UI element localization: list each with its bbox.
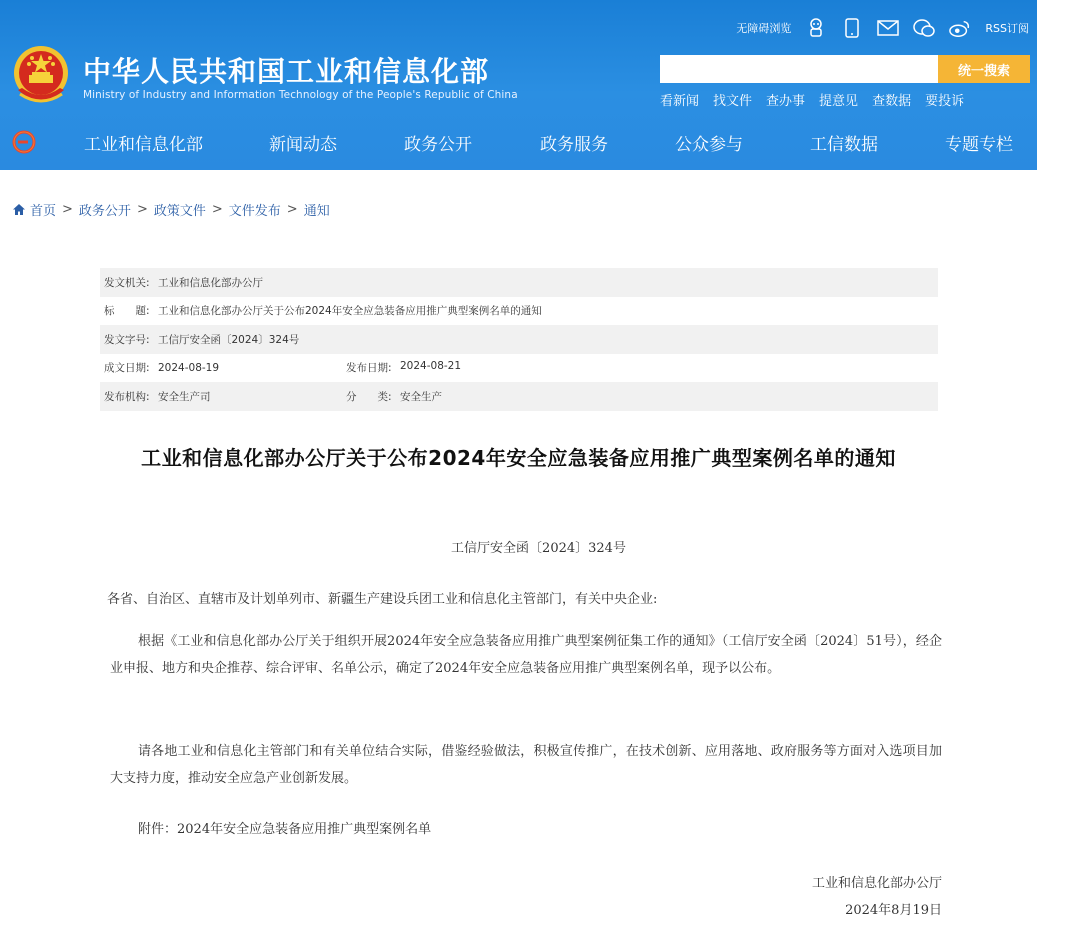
- nav-item-open-gov[interactable]: 政务公开: [404, 135, 472, 155]
- article-salutation: 各省、自治区、直辖市及计划单列市、新疆生产建设兵团工业和信息化主管部门，有关中央企业:: [107, 592, 658, 607]
- article-signer: 工业和信息化部办公厅: [811, 876, 942, 891]
- mobile-icon[interactable]: [841, 17, 863, 39]
- quicklink-news[interactable]: 看新闻: [660, 94, 700, 109]
- weibo-icon[interactable]: [949, 17, 971, 39]
- meta-label: 发文字号:: [104, 333, 150, 346]
- quicklink-services[interactable]: 查办事: [766, 94, 806, 109]
- nav-item-news[interactable]: 新闻动态: [269, 135, 337, 155]
- article-paragraph-1: 根据《工业和信息化部办公厅关于组织开展2024年安全应急装备应用推广典型案例征集工作的通知》（工信厅安全函〔2024〕51号），经企业申报、地方和央企推荐、综合评审、名单公示，确定了2024年安全应急装备应用推广典型案例名单，现予以公布。: [110, 634, 942, 676]
- ministry-name-en: Ministry of Industry and Information Technology of the People's Republic of China: [83, 89, 518, 101]
- meta-label: 发布机构:: [104, 390, 150, 403]
- nav-item-participation[interactable]: 公众参与: [675, 135, 743, 155]
- search-button[interactable]: 统一搜索: [938, 55, 1030, 83]
- meta-label: 分 类:: [346, 390, 392, 403]
- search-bar: [660, 55, 1030, 83]
- breadcrumb-notice[interactable]: 通知: [303, 204, 330, 219]
- breadcrumb-separator: >: [286, 202, 298, 217]
- meta-label: 标 题:: [104, 305, 150, 318]
- national-emblem-icon[interactable]: [12, 44, 70, 106]
- article-title: 工业和信息化部办公厅关于公布2024年安全应急装备应用推广典型案例名单的通知: [141, 446, 896, 470]
- meta-label: 发布日期:: [346, 362, 392, 375]
- meta-value: 2024-08-21: [400, 360, 462, 373]
- accessibility-link[interactable]: 无障碍浏览: [736, 22, 792, 35]
- meta-value: 安全生产司: [158, 390, 211, 403]
- ministry-name-cn[interactable]: 中华人民共和国工业和信息化部: [83, 55, 490, 88]
- breadcrumb-separator: >: [211, 202, 223, 217]
- article-paragraph-2: 请各地工业和信息化主管部门和有关单位结合实际，借鉴经验做法，积极宣传推广，在技术创新、应用落地、政府服务等方面对入选项目加大支持力度，推动安全应急产业创新发展。: [110, 744, 942, 786]
- meta-row-title: [100, 297, 938, 326]
- meta-label: 成文日期:: [104, 362, 150, 375]
- meta-col2: [342, 360, 461, 375]
- site-header: [0, 0, 1037, 170]
- home-icon: [12, 203, 26, 216]
- article-date: 2024年8月19日: [845, 903, 942, 918]
- meta-row-dates: [100, 354, 938, 383]
- article-doc-number: 工信厅安全函〔2024〕324号: [451, 541, 626, 556]
- meta-col2: [342, 389, 442, 404]
- quicklink-complaint[interactable]: 要投诉: [925, 94, 965, 109]
- nav-item-data[interactable]: 工信数据: [810, 135, 878, 155]
- meta-value: 工业和信息化部办公厅: [158, 276, 263, 289]
- breadcrumb-home[interactable]: 首页: [30, 204, 57, 219]
- mail-icon[interactable]: [877, 17, 899, 39]
- top-links: [736, 14, 1029, 42]
- meta-row-org: [100, 382, 938, 411]
- meta-value: 工业和信息化部办公厅关于公布2024年安全应急装备应用推广典型案例名单的通知: [158, 305, 542, 318]
- document-meta-table: [100, 268, 938, 411]
- search-input[interactable]: [660, 55, 938, 83]
- breadcrumb-files[interactable]: 文件发布: [228, 204, 281, 219]
- nav-item-services[interactable]: 政务服务: [540, 135, 608, 155]
- nav-item-topics[interactable]: 专题专栏: [945, 135, 1013, 155]
- rss-link[interactable]: RSS订阅: [985, 22, 1029, 35]
- meta-value: 工信厅安全函〔2024〕324号: [158, 333, 300, 346]
- breadcrumb: [12, 200, 330, 219]
- meta-row-issuer: [100, 268, 938, 297]
- wechat-icon[interactable]: [913, 17, 935, 39]
- breadcrumb-open-gov[interactable]: 政务公开: [78, 204, 131, 219]
- meta-value: 2024-08-19: [158, 361, 220, 374]
- quicklink-data[interactable]: 查数据: [872, 94, 912, 109]
- article-attachment[interactable]: 附件：2024年安全应急装备应用推广典型案例名单: [138, 822, 432, 837]
- breadcrumb-separator: >: [62, 202, 73, 217]
- breadcrumb-separator: >: [136, 202, 148, 217]
- meta-row-docno: [100, 325, 938, 354]
- main-nav: [0, 122, 1037, 162]
- nav-item-ministry[interactable]: 工业和信息化部: [84, 135, 203, 155]
- quicklink-feedback[interactable]: 提意见: [819, 94, 859, 109]
- quicklink-files[interactable]: 找文件: [713, 94, 753, 109]
- home-icon[interactable]: [2, 122, 46, 162]
- meta-label: 发文机关:: [104, 276, 150, 289]
- quick-links: [660, 90, 964, 109]
- breadcrumb-policy[interactable]: 政策文件: [153, 204, 206, 219]
- meta-value: 安全生产: [400, 390, 442, 403]
- robot-icon[interactable]: [805, 17, 827, 39]
